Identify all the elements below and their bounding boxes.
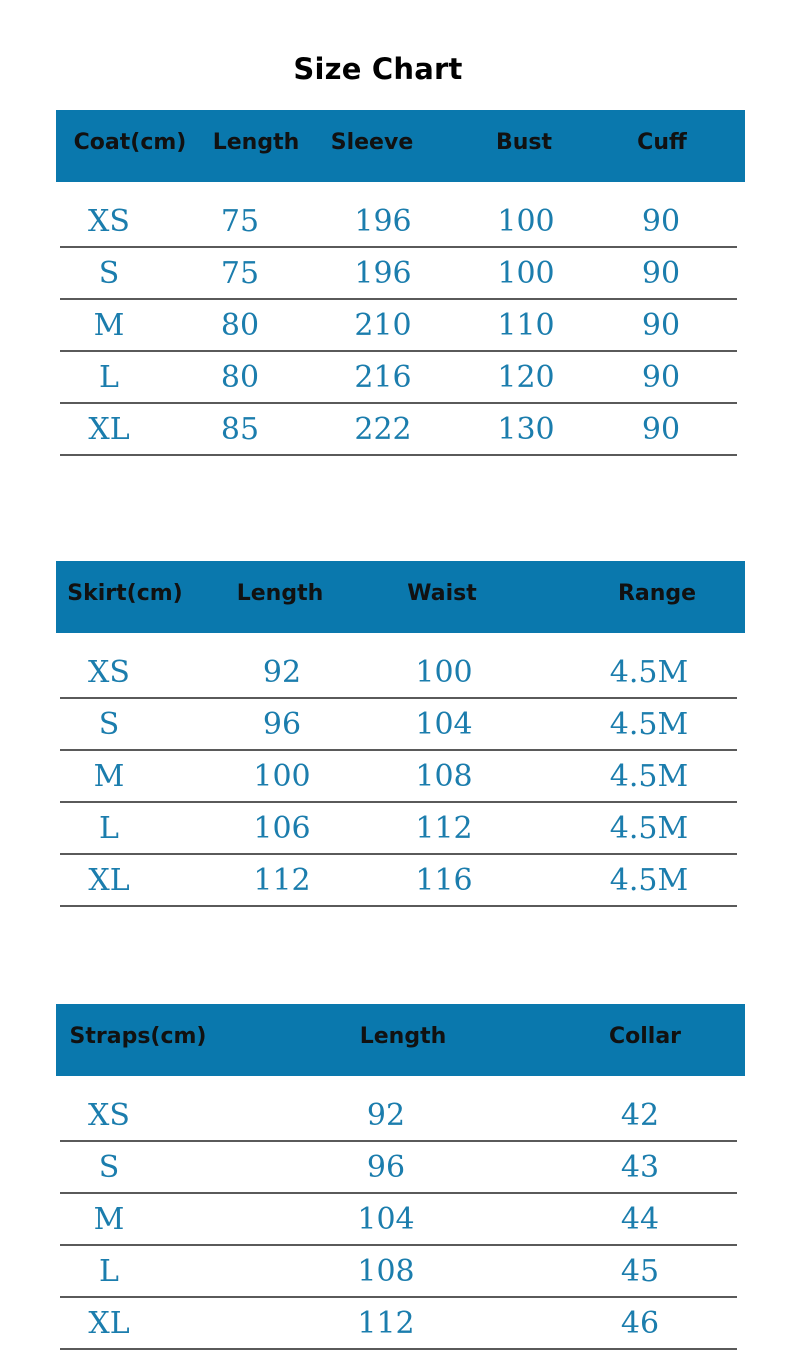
size-cell: L xyxy=(99,1254,119,1289)
value-cell: 44 xyxy=(620,1202,660,1237)
page-title: Size Chart xyxy=(293,52,463,86)
table-row xyxy=(60,1299,737,1350)
straps-header-cell: Length xyxy=(359,1024,447,1049)
value-cell: 100 xyxy=(253,759,311,794)
size-cell: M xyxy=(93,308,125,343)
value-cell: 110 xyxy=(497,308,555,343)
coat-header-cell: Coat(cm) xyxy=(73,130,187,155)
value-cell: 90 xyxy=(641,204,681,239)
table-row xyxy=(60,197,737,248)
size-cell: S xyxy=(98,1150,120,1185)
coat-header-cell: Bust xyxy=(495,130,553,155)
value-cell: 4.5M xyxy=(609,811,689,846)
table-row xyxy=(60,700,737,751)
value-cell: 108 xyxy=(357,1254,415,1289)
size-cell: XS xyxy=(88,1098,130,1133)
table-row xyxy=(60,301,737,352)
size-cell: M xyxy=(93,759,125,794)
size-cell: XS xyxy=(88,655,130,690)
value-cell: 196 xyxy=(354,204,412,239)
value-cell: 112 xyxy=(415,811,473,846)
skirt-header-cell: Skirt(cm) xyxy=(67,581,183,606)
value-cell: 46 xyxy=(620,1306,660,1341)
value-cell: 222 xyxy=(354,412,412,447)
straps-size-table xyxy=(56,1004,745,1341)
table-row xyxy=(60,1247,737,1298)
value-cell: 120 xyxy=(497,360,555,395)
value-cell: 85 xyxy=(220,412,260,447)
value-cell: 4.5M xyxy=(609,863,689,898)
value-cell: 116 xyxy=(415,863,473,898)
size-cell: L xyxy=(99,360,119,395)
coat-size-table xyxy=(56,110,745,447)
value-cell: 216 xyxy=(354,360,412,395)
skirt-table-header xyxy=(56,561,745,633)
value-cell: 92 xyxy=(366,1098,406,1133)
skirt-header-cell: Length xyxy=(236,581,324,606)
value-cell: 43 xyxy=(620,1150,660,1185)
coat-table-body xyxy=(60,197,737,457)
coat-table-header xyxy=(56,110,745,182)
table-row xyxy=(60,1143,737,1194)
table-row xyxy=(60,249,737,300)
value-cell: 104 xyxy=(357,1202,415,1237)
table-row xyxy=(60,1195,737,1246)
coat-header-cell: Sleeve xyxy=(330,130,414,155)
value-cell: 100 xyxy=(497,204,555,239)
table-row xyxy=(60,752,737,803)
size-cell: M xyxy=(93,1202,125,1237)
value-cell: 196 xyxy=(354,256,412,291)
straps-table-header xyxy=(56,1004,745,1076)
skirt-header-cell: Waist xyxy=(407,581,477,606)
value-cell: 112 xyxy=(357,1306,415,1341)
value-cell: 75 xyxy=(220,256,260,291)
value-cell: 96 xyxy=(366,1150,406,1185)
coat-header-cell: Length xyxy=(212,130,300,155)
straps-header-cell: Collar xyxy=(608,1024,682,1049)
table-row xyxy=(60,353,737,404)
value-cell: 210 xyxy=(354,308,412,343)
table-row xyxy=(60,1091,737,1142)
table-row xyxy=(60,856,737,907)
value-cell: 4.5M xyxy=(609,707,689,742)
straps-table-body xyxy=(60,1091,737,1351)
value-cell: 80 xyxy=(220,308,260,343)
straps-header-cell: Straps(cm) xyxy=(69,1024,207,1049)
size-cell: S xyxy=(98,256,120,291)
value-cell: 106 xyxy=(253,811,311,846)
value-cell: 92 xyxy=(262,655,302,690)
value-cell: 90 xyxy=(641,308,681,343)
value-cell: 90 xyxy=(641,412,681,447)
value-cell: 4.5M xyxy=(609,759,689,794)
value-cell: 112 xyxy=(253,863,311,898)
skirt-table-body xyxy=(60,648,737,908)
value-cell: 130 xyxy=(497,412,555,447)
table-row xyxy=(60,405,737,456)
value-cell: 80 xyxy=(220,360,260,395)
value-cell: 75 xyxy=(220,204,260,239)
size-cell: XL xyxy=(88,412,130,447)
value-cell: 100 xyxy=(497,256,555,291)
value-cell: 4.5M xyxy=(609,655,689,690)
skirt-header-cell: Range xyxy=(617,581,697,606)
table-row xyxy=(60,804,737,855)
size-cell: XL xyxy=(88,1306,130,1341)
skirt-size-table xyxy=(56,561,745,898)
value-cell: 45 xyxy=(620,1254,660,1289)
value-cell: 96 xyxy=(262,707,302,742)
value-cell: 100 xyxy=(415,655,473,690)
size-cell: L xyxy=(99,811,119,846)
size-cell: XL xyxy=(88,863,130,898)
size-cell: XS xyxy=(88,204,130,239)
table-row xyxy=(60,648,737,699)
value-cell: 42 xyxy=(620,1098,660,1133)
coat-header-cell: Cuff xyxy=(637,130,687,155)
value-cell: 108 xyxy=(415,759,473,794)
value-cell: 90 xyxy=(641,360,681,395)
value-cell: 90 xyxy=(641,256,681,291)
value-cell: 104 xyxy=(415,707,473,742)
size-cell: S xyxy=(98,707,120,742)
